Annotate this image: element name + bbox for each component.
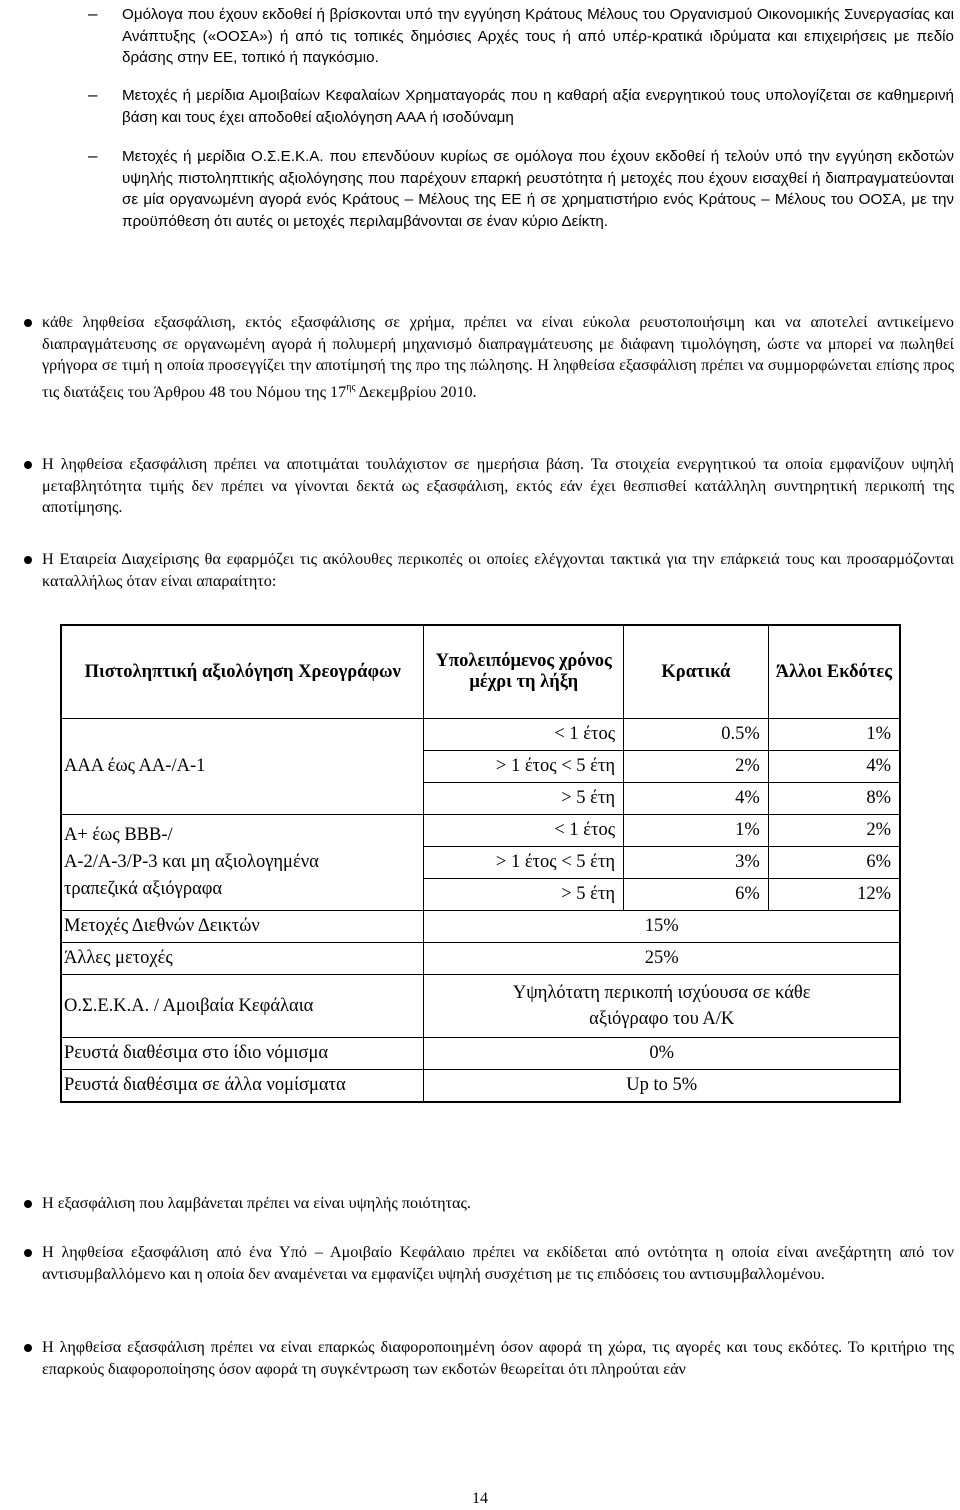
bullet-text-end: Δεκεμβρίου 2010. xyxy=(355,382,477,401)
bullet-dot xyxy=(24,319,32,327)
cell-other: 2% xyxy=(768,815,900,847)
group-label-line: Α-2/Α-3/Ρ-3 και μη αξιολογημένα xyxy=(64,852,319,872)
dash-item-text: Μετοχές ή μερίδια Αμοιβαίων Κεφαλαίων Χρηματαγοράς που η καθαρή αξία ενεργητικού τους υπολογίζεται σε καθημερινή βάση και τους έχει αποδοθεί αξιολόγηση ΑΑΑ ή ισοδύναμη xyxy=(122,87,954,126)
bullet-dot xyxy=(24,1344,32,1352)
bullet-dot xyxy=(24,1249,32,1257)
row-label: Ο.Σ.Ε.Κ.Α. / Αμοιβαία Κεφάλαια xyxy=(61,975,424,1038)
row-value: Υψηλότατη περικοπή ισχύουσα σε κάθε αξιόγραφο του Α/Κ xyxy=(424,975,900,1038)
table-row xyxy=(61,1070,900,1103)
row-value: Up to 5% xyxy=(424,1070,900,1103)
bullet-text: Η ληφθείσα εξασφάλιση πρέπει να είναι επαρκώς διαφοροποιημένη όσον αφορά τη χώρα, τις αγορές και τους εκδότες. Το κριτήριο της επαρκούς διαφοροποίησης όσον αφορά τη συγκέντρωση των εκδοτών θεωρείται ότι πληρούται εάν xyxy=(42,1338,954,1378)
cell-maturity: < 1 έτος xyxy=(424,815,624,847)
dash-marker: – xyxy=(88,146,98,165)
row-value: 25% xyxy=(424,943,900,975)
table-row xyxy=(61,975,900,1038)
cell-other: 12% xyxy=(768,879,900,911)
bullet-text: Η εξασφάλιση που λαμβάνεται πρέπει να είναι υψηλής ποιότητας. xyxy=(42,1194,471,1212)
table-row xyxy=(61,943,900,975)
row-label: Μετοχές Διεθνών Δεικτών xyxy=(61,911,424,943)
bullet-text: Η ληφθείσα εξασφάλιση πρέπει να αποτιμάται τουλάχιστον σε ημερήσια βάση. Τα στοιχεία ενεργητικού τα οποία εμφανίζουν υψηλή μεταβλητότητα τιμής δεν πρέπει να γίνονται δεκτά ως εξασφάλιση, εκτός εάν έχει θεσπισθεί κατάλληλη συντηρητική περικοπή της αποτίμησης. xyxy=(42,455,954,517)
header-government: Κρατικά xyxy=(624,625,769,719)
group-label-aaa: ΑΑΑ έως ΑΑ-/Α-1 xyxy=(61,719,424,815)
bullet-text: Η ληφθείσα εξασφάλιση από ένα Υπό – Αμοιβαίο Κεφάλαιο πρέπει να εκδίδεται από οντότητα η οποία είναι ανεξάρτητη από τον αντισυμβαλλόμενο και η οποία δεν αναμένεται να εμφανίζει υψηλή συσχέτιση με τις επιδόσεις του αντισυμβαλλομένου. xyxy=(42,1243,954,1283)
cell-other: 8% xyxy=(768,783,900,815)
haircut-table xyxy=(60,624,901,1103)
cell-other: 1% xyxy=(768,719,900,751)
cell-maturity: > 1 έτος < 5 έτη xyxy=(424,751,624,783)
bullet-text: Η Εταιρεία Διαχείρισης θα εφαρμόζει τις ακόλουθες περικοπές οι οποίες ελέγχονται τακτικά για την επάρκειά τους και προσαρμόζονται καταλλήλως όταν είναι απαραίτητο: xyxy=(42,550,954,590)
cell-other: 4% xyxy=(768,751,900,783)
cell-maturity: > 5 έτη xyxy=(424,879,624,911)
cell-government: 2% xyxy=(624,751,769,783)
row-value: 0% xyxy=(424,1038,900,1070)
cell-government: 0.5% xyxy=(624,719,769,751)
bullet-dot xyxy=(24,461,32,469)
dash-item-text: Μετοχές ή μερίδια Ο.Σ.Ε.Κ.Α. που επενδύουν κυρίως σε ομόλογα που έχουν εκδοθεί ή τελούν υπό την εγγύηση εκδοτών υψηλής πιστοληπτικής αξιολόγησης που παρέχουν επαρκή ρευστότητα ή μετοχές που έχουν εισαχθεί ή διαπραγματεύονται σε μία οργανωμένη αγορά ενός Κράτους – Μέλους της ΕΕ ή σε χρηματιστήριο ενός Κράτους – Μέλους του ΟΟΣΑ, με την προϋπόθεση ότι αυτές οι μετοχές περιλαμβάνονται σε έναν κύριο Δείκτη. xyxy=(122,148,954,230)
table-row xyxy=(61,815,900,847)
table-row xyxy=(61,911,900,943)
group-label-line: τραπεζικά αξιόγραφα xyxy=(64,879,223,899)
cell-maturity: < 1 έτος xyxy=(424,719,624,751)
cell-other: 6% xyxy=(768,847,900,879)
page-number: 14 xyxy=(472,1490,488,1507)
row-label: Ρευστά διαθέσιμα σε άλλα νομίσματα xyxy=(61,1070,424,1103)
header-other-issuers: Άλλοι Εκδότες xyxy=(768,625,900,719)
cell-maturity: > 5 έτη xyxy=(424,783,624,815)
group-label-line: Α+ έως ΒΒΒ-/ xyxy=(64,825,173,845)
header-maturity: Υπολειπόμενος χρόνος μέχρι τη λήξη xyxy=(424,625,624,719)
dash-marker: – xyxy=(88,4,98,23)
cell-government: 6% xyxy=(624,879,769,911)
bullet-text xyxy=(42,312,954,403)
cell-government: 3% xyxy=(624,847,769,879)
row-label: Ρευστά διαθέσιμα στο ίδιο νόμισμα xyxy=(61,1038,424,1070)
header-credit-rating: Πιστοληπτική αξιολόγηση Χρεογράφων xyxy=(61,625,424,719)
bullet-text-superscript: ης xyxy=(346,381,356,393)
dash-marker: – xyxy=(88,85,98,104)
dash-item-text: Ομόλογα που έχουν εκδοθεί ή βρίσκονται υπό την εγγύηση Κράτους Μέλους του Οργανισμού Οικονομικής Συνεργασίας και Ανάπτυξης («ΟΟΣΑ») ή από τις τοπικές δημόσιες Αρχές τους ή από υπέρ-κρατικά ιδρύματα και επιχειρήσεις με πεδίο δράσης στην ΕΕ, τοπικό ή παγκόσμιο. xyxy=(122,6,954,67)
group-label-a xyxy=(61,815,424,911)
bullet-dot xyxy=(24,556,32,564)
table-row xyxy=(61,1038,900,1070)
bullet-text-main: κάθε ληφθείσα εξασφάλιση, εκτός εξασφάλισης σε χρήμα, πρέπει να είναι εύκολα ρευστοποιήσιμη και να αποτελεί αντικείμενο διαπραγμάτευσης σε οργανωμένη αγορά ή πολυμερή μηχανισμό διαπραγμάτευσης με διάφανη τιμολόγηση, ώστε να μπορεί να πωληθεί γρήγορα σε τιμή η οποία προσεγγίζει την αποτίμησή της προ της πώλησης. Η ληφθείσα εξασφάλιση πρέπει να συμμορφώνεται επίσης προς τις διατάξεις του Άρθρου 48 του Νόμου της 17 xyxy=(42,313,954,401)
bullet-dot xyxy=(24,1200,32,1208)
table-row xyxy=(61,719,900,751)
cell-government: 4% xyxy=(624,783,769,815)
table-header-row xyxy=(61,625,900,719)
cell-government: 1% xyxy=(624,815,769,847)
row-label: Άλλες μετοχές xyxy=(61,943,424,975)
row-value: 15% xyxy=(424,911,900,943)
cell-maturity: > 1 έτος < 5 έτη xyxy=(424,847,624,879)
